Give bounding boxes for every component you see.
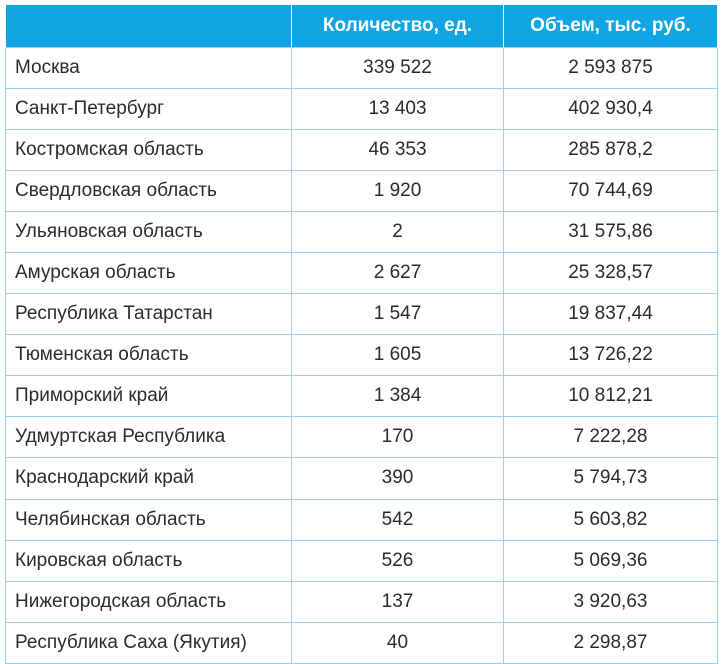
region-cell: Республика Татарстан <box>6 294 292 335</box>
volume-cell: 5 603,82 <box>504 499 718 540</box>
region-cell: Амурская область <box>6 253 292 294</box>
volume-cell: 285 878,2 <box>504 130 718 171</box>
region-cell: Кировская область <box>6 540 292 581</box>
table-row <box>6 499 718 540</box>
volume-cell: 13 726,22 <box>504 335 718 376</box>
volume-cell: 31 575,86 <box>504 212 718 253</box>
region-cell: Москва <box>6 48 292 89</box>
table-row <box>6 212 718 253</box>
quantity-cell: 542 <box>292 499 504 540</box>
volume-cell: 402 930,4 <box>504 89 718 130</box>
table-row <box>6 171 718 212</box>
region-cell: Санкт-Петербург <box>6 89 292 130</box>
quantity-cell: 1 384 <box>292 376 504 417</box>
region-table-container <box>5 5 717 664</box>
table-row <box>6 581 718 622</box>
table-row <box>6 89 718 130</box>
region-cell: Республика Саха (Якутия) <box>6 622 292 663</box>
table-row <box>6 622 718 663</box>
header-row <box>6 5 718 48</box>
volume-cell: 19 837,44 <box>504 294 718 335</box>
quantity-cell: 137 <box>292 581 504 622</box>
quantity-cell: 2 <box>292 212 504 253</box>
region-cell: Костромская область <box>6 130 292 171</box>
quantity-cell: 339 522 <box>292 48 504 89</box>
volume-cell: 2 593 875 <box>504 48 718 89</box>
region-cell: Ульяновская область <box>6 212 292 253</box>
region-cell: Краснодарский край <box>6 458 292 499</box>
quantity-cell: 40 <box>292 622 504 663</box>
table-row <box>6 48 718 89</box>
quantity-cell: 526 <box>292 540 504 581</box>
volume-cell: 5 794,73 <box>504 458 718 499</box>
quantity-cell: 2 627 <box>292 253 504 294</box>
quantity-cell: 1 920 <box>292 171 504 212</box>
table-row <box>6 376 718 417</box>
region-cell: Свердловская область <box>6 171 292 212</box>
region-cell: Удмуртская Республика <box>6 417 292 458</box>
table-header <box>6 5 718 48</box>
table-row <box>6 130 718 171</box>
table-row <box>6 253 718 294</box>
table-row <box>6 458 718 499</box>
volume-cell: 25 328,57 <box>504 253 718 294</box>
table-row <box>6 294 718 335</box>
header-volume: Объем, тыс. руб. <box>504 5 718 48</box>
region-cell: Нижегородская область <box>6 581 292 622</box>
region-cell: Челябинская область <box>6 499 292 540</box>
region-table <box>5 5 718 664</box>
header-quantity: Количество, ед. <box>292 5 504 48</box>
region-cell: Тюменская область <box>6 335 292 376</box>
volume-cell: 70 744,69 <box>504 171 718 212</box>
volume-cell: 2 298,87 <box>504 622 718 663</box>
table-row <box>6 540 718 581</box>
quantity-cell: 1 547 <box>292 294 504 335</box>
volume-cell: 3 920,63 <box>504 581 718 622</box>
volume-cell: 7 222,28 <box>504 417 718 458</box>
table-body <box>6 48 718 664</box>
volume-cell: 5 069,36 <box>504 540 718 581</box>
quantity-cell: 390 <box>292 458 504 499</box>
quantity-cell: 170 <box>292 417 504 458</box>
table-row <box>6 335 718 376</box>
quantity-cell: 13 403 <box>292 89 504 130</box>
volume-cell: 10 812,21 <box>504 376 718 417</box>
table-row <box>6 417 718 458</box>
quantity-cell: 1 605 <box>292 335 504 376</box>
quantity-cell: 46 353 <box>292 130 504 171</box>
header-region <box>6 5 292 48</box>
region-cell: Приморский край <box>6 376 292 417</box>
